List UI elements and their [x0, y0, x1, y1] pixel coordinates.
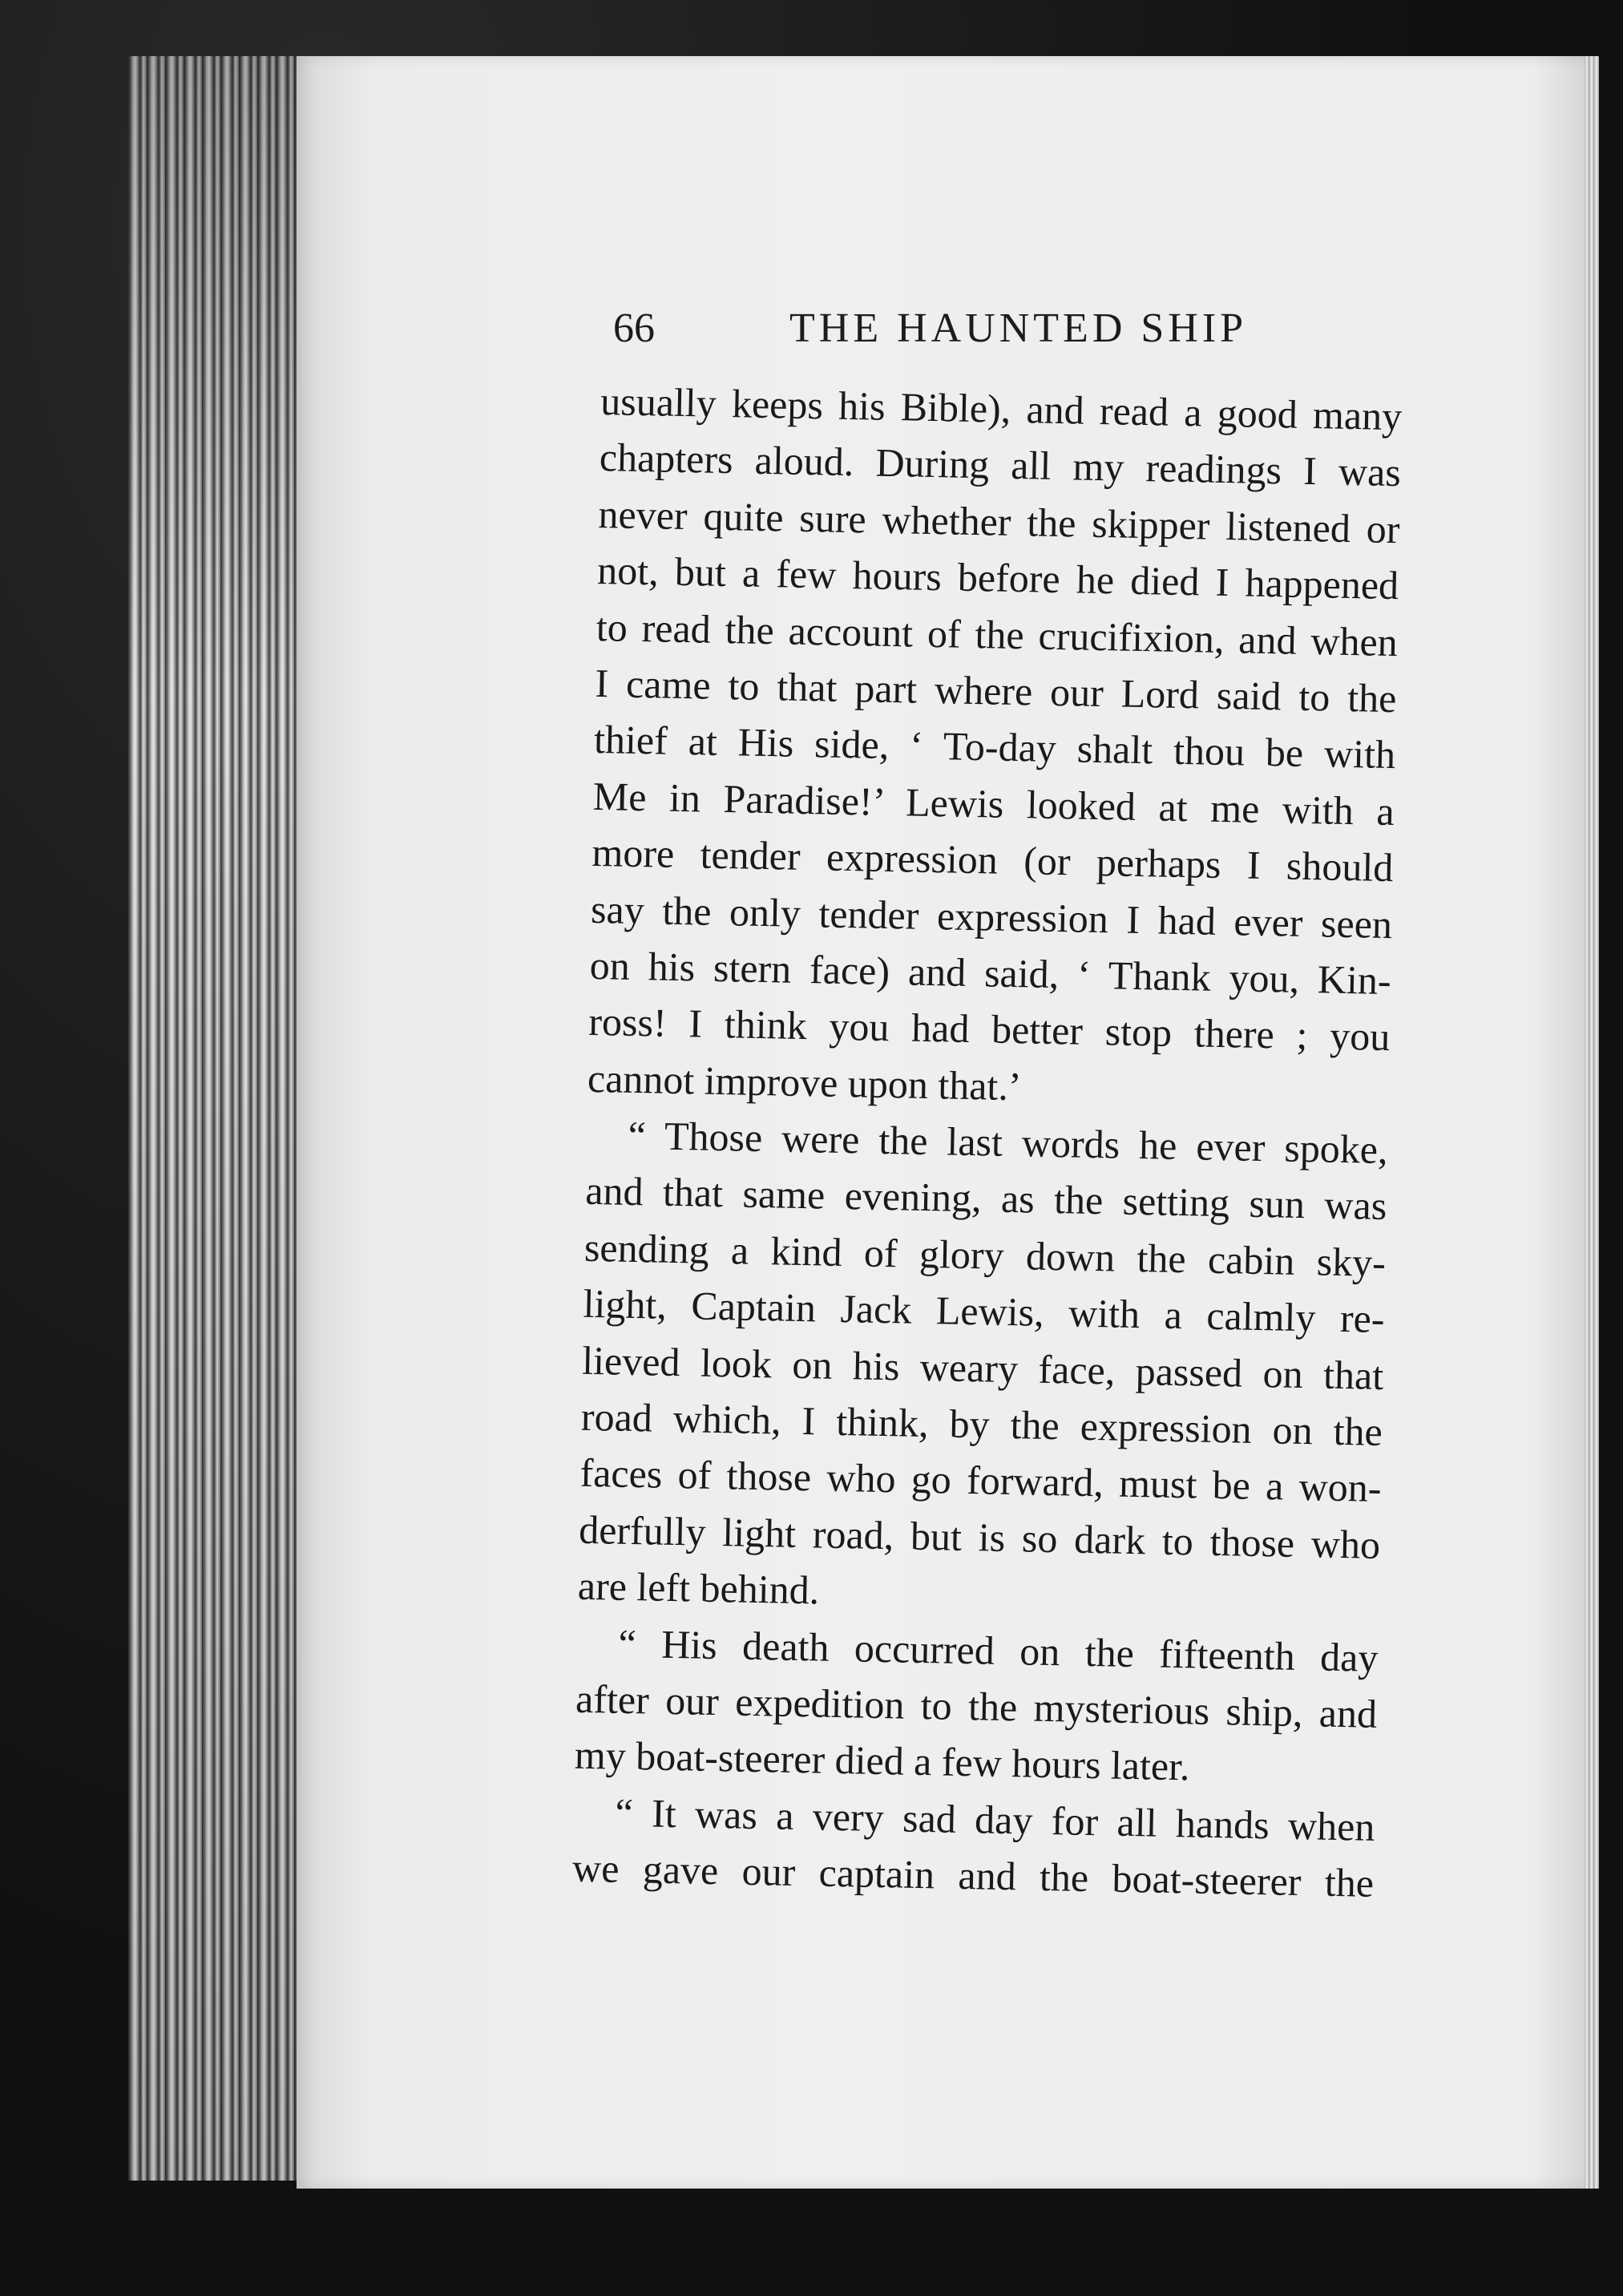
text-line: thief at His side, ‘ To-day shalt thou be with [593, 717, 1396, 778]
text-line: Me in Paradise!’ Lewis looked at me with a [592, 773, 1395, 834]
paragraph-2 [577, 1106, 1388, 1630]
page-header [613, 297, 1383, 361]
text-line: never quite sure whether the skipper listened or [598, 491, 1400, 552]
text-line: road which, I think, by the expression on the [580, 1393, 1383, 1454]
text-line: my boat-steerer died a few hours later. [574, 1732, 1191, 1789]
text-line: are left behind. [577, 1562, 820, 1613]
text-line: ross! I think you had better stop there ; you [587, 999, 1391, 1060]
page-right-edge [1585, 56, 1599, 2189]
text-line: I came to that part where our Lord said to the [595, 660, 1397, 722]
text-line: “ His death occurred on the fifteenth day [618, 1620, 1379, 1680]
text-line: say the only tender expression I had ever seen [590, 886, 1393, 947]
paragraph-3 [574, 1614, 1379, 1798]
page-edges-stack [128, 56, 313, 2181]
text-line: derfully light road, but is so dark to those who [578, 1506, 1381, 1567]
text-line: after our expedition to the mysterious ship, and [575, 1676, 1378, 1736]
text-line: to read the account of the crucifixion, and when [596, 604, 1399, 665]
paragraph-1 [587, 373, 1402, 1122]
running-title: THE HAUNTED SHIP [789, 305, 1248, 351]
text-line: faces of those who go forward, must be a won- [579, 1450, 1383, 1511]
text-line: “ Those were the last words he ever spoke, [628, 1112, 1389, 1173]
text-line: “ It was a very sad day for all hands when [614, 1789, 1375, 1849]
text-line: not, but a few hours before he died I happened [596, 548, 1399, 608]
text-line: sending a kind of glory down the cabin sky- [583, 1224, 1387, 1285]
book-page [297, 56, 1599, 2189]
paragraph-4 [572, 1783, 1376, 1911]
text-line: cannot improve upon that.’ [587, 1055, 1023, 1109]
text-line: more tender expression (or perhaps I should [591, 830, 1394, 891]
body-text [572, 373, 1403, 1911]
text-line: we gave our captain and the boat-steerer the [571, 1845, 1375, 1906]
text-line: usually keeps his Bible), and read a good many [600, 378, 1403, 439]
text-line: on his stern face) and said, ‘ Thank you, Kin- [589, 942, 1392, 1003]
page-number: 66 [613, 305, 655, 351]
text-line: lieved look on his weary face, passed on that [581, 1337, 1384, 1398]
text-line: and that same evening, as the setting sun was [584, 1168, 1387, 1229]
text-line: light, Captain Jack Lewis, with a calmly re- [583, 1281, 1386, 1342]
text-line: chapters aloud. During all my readings I was [599, 435, 1402, 495]
